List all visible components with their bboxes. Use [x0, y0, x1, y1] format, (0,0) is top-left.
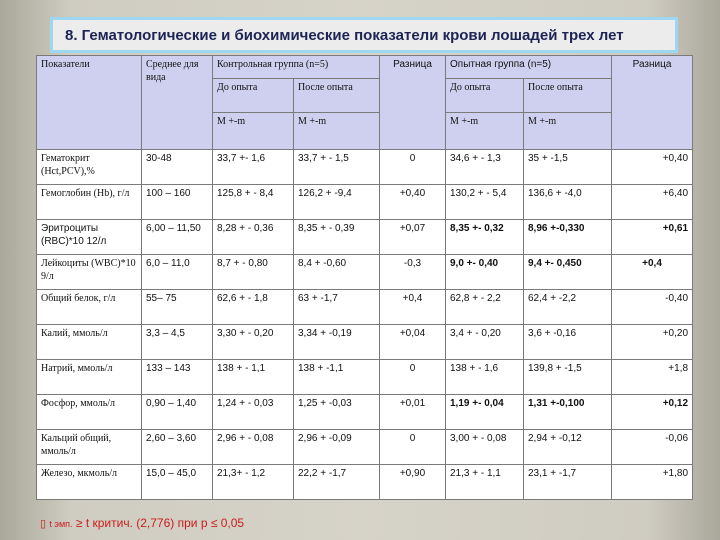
table-row: [37, 360, 693, 395]
control-after-value: 8,35 + - 0,39: [294, 220, 380, 255]
species-average: 133 – 143: [142, 360, 213, 395]
experimental-after-value: 8,96 +-0,330: [524, 220, 612, 255]
control-after-value: 126,2 + -9,4: [294, 185, 380, 220]
blood-indicators-table: [36, 55, 693, 500]
header-control-after: После опыта: [294, 79, 380, 113]
header-control-before: До опыта: [213, 79, 294, 113]
control-after-value: 8,4 + -0,60: [294, 255, 380, 290]
control-after-value: 63 + -1,7: [294, 290, 380, 325]
indicator-name: Железо, мкмоль/л: [37, 465, 142, 500]
control-difference: 0: [380, 360, 446, 395]
control-difference: +0,04: [380, 325, 446, 360]
experimental-difference: +1,80: [612, 465, 693, 500]
experimental-before-value: 130,2 + - 5,4: [446, 185, 524, 220]
footnote-geq: ≥: [72, 516, 86, 530]
table-row: [37, 220, 693, 255]
control-before-value: 21,3+ - 1,2: [213, 465, 294, 500]
experimental-difference: +0,12: [612, 395, 693, 430]
species-average: 6,00 – 11,50: [142, 220, 213, 255]
indicator-name: Общий белок, г/л: [37, 290, 142, 325]
experimental-before-value: 21,3 + - 1,1: [446, 465, 524, 500]
experimental-before-value: 34,6 + - 1,3: [446, 150, 524, 185]
control-difference: +0,90: [380, 465, 446, 500]
experimental-after-value: 2,94 + -0,12: [524, 430, 612, 465]
species-average: 2,60 – 3,60: [142, 430, 213, 465]
slide-title: 8. Гематологические и биохимические показатели крови лошадей трех лет: [65, 26, 624, 44]
experimental-after-value: 3,6 + -0,16: [524, 325, 612, 360]
species-average: 0,90 – 1,40: [142, 395, 213, 430]
t-critical-label: t критич.: [85, 516, 133, 530]
species-average: 15,0 – 45,0: [142, 465, 213, 500]
t-empirical-label: t эмп.: [49, 519, 73, 529]
control-difference: -0,3: [380, 255, 446, 290]
header-control-before-m: М +-m: [213, 113, 294, 150]
experimental-difference: -0,40: [612, 290, 693, 325]
experimental-difference: +0,4: [612, 255, 693, 290]
control-after-value: 3,34 + -0,19: [294, 325, 380, 360]
species-average: 3,3 – 4,5: [142, 325, 213, 360]
experimental-after-value: 136,6 + -4,0: [524, 185, 612, 220]
header-experimental-before: До опыта: [446, 79, 524, 113]
species-average: 30-48: [142, 150, 213, 185]
experimental-before-value: 138 + - 1,6: [446, 360, 524, 395]
experimental-after-value: 9,4 +- 0,450: [524, 255, 612, 290]
control-after-value: 138 + -1,1: [294, 360, 380, 395]
indicator-name: Гемоглобин (Hb), г/л: [37, 185, 142, 220]
control-difference: +0,07: [380, 220, 446, 255]
experimental-after-value: 1,31 +-0,100: [524, 395, 612, 430]
experimental-before-value: 3,4 + - 0,20: [446, 325, 524, 360]
control-before-value: 125,8 + - 8,4: [213, 185, 294, 220]
header-experimental-after-m: М +-m: [524, 113, 612, 150]
table-row: [37, 290, 693, 325]
table-row: [37, 185, 693, 220]
control-before-value: 1,24 + - 0,03: [213, 395, 294, 430]
table-row: [37, 465, 693, 500]
control-difference: 0: [380, 150, 446, 185]
experimental-before-value: 3,00 + - 0,08: [446, 430, 524, 465]
control-difference: +0,4: [380, 290, 446, 325]
table-row: [37, 150, 693, 185]
footnote-marker: ▯: [40, 518, 47, 530]
title-banner: [50, 17, 678, 53]
species-average: 100 – 160: [142, 185, 213, 220]
experimental-before-value: 62,8 + - 2,2: [446, 290, 524, 325]
experimental-difference: +1,8: [612, 360, 693, 395]
header-species-avg: Среднее для вида: [142, 56, 213, 150]
experimental-after-value: 35 + -1,5: [524, 150, 612, 185]
indicator-name: Фосфор, ммоль/л: [37, 395, 142, 430]
experimental-before-value: 9,0 +- 0,40: [446, 255, 524, 290]
header-difference-experimental: Разница: [612, 56, 693, 150]
control-after-value: 2,96 + -0,09: [294, 430, 380, 465]
header-experimental-group: Опытная группа (n=5): [446, 56, 612, 79]
species-average: 55– 75: [142, 290, 213, 325]
header-experimental-after: После опыта: [524, 79, 612, 113]
control-before-value: 3,30 + - 0,20: [213, 325, 294, 360]
header-indicator: Показатели: [37, 56, 142, 150]
table-row: [37, 395, 693, 430]
control-before-value: 33,7 +- 1,6: [213, 150, 294, 185]
experimental-before-value: 8,35 +- 0,32: [446, 220, 524, 255]
footnote-condition: (2,776) при p ≤ 0,05: [132, 516, 245, 530]
control-before-value: 2,96 + - 0,08: [213, 430, 294, 465]
table-row: [37, 255, 693, 290]
control-difference: 0: [380, 430, 446, 465]
control-after-value: 33,7 + - 1,5: [294, 150, 380, 185]
control-after-value: 22,2 + -1,7: [294, 465, 380, 500]
experimental-difference: +0,20: [612, 325, 693, 360]
control-difference: +0,40: [380, 185, 446, 220]
significance-footnote: [40, 516, 244, 530]
control-before-value: 138 + - 1,1: [213, 360, 294, 395]
experimental-before-value: 1,19 +- 0,04: [446, 395, 524, 430]
experimental-difference: +6,40: [612, 185, 693, 220]
control-before-value: 8,7 + - 0,80: [213, 255, 294, 290]
header-experimental-before-m: М +-m: [446, 113, 524, 150]
experimental-difference: +0,40: [612, 150, 693, 185]
control-before-value: 62,6 + - 1,8: [213, 290, 294, 325]
indicator-name: Гематокрит (Hct,PCV),%: [37, 150, 142, 185]
header-difference-control: Разница: [380, 56, 446, 150]
indicator-name: Калий, ммоль/л: [37, 325, 142, 360]
experimental-difference: +0,61: [612, 220, 693, 255]
indicator-name: Кальций общий, ммоль/л: [37, 430, 142, 465]
experimental-after-value: 139,8 + -1,5: [524, 360, 612, 395]
experimental-after-value: 23,1 + -1,7: [524, 465, 612, 500]
experimental-after-value: 62,4 + -2,2: [524, 290, 612, 325]
header-control-after-m: М +-m: [294, 113, 380, 150]
indicator-name: Эритроциты (RBC)*10 12/л: [37, 220, 142, 255]
control-before-value: 8,28 + - 0,36: [213, 220, 294, 255]
indicator-name: Лейкоциты (WBC)*10 9/л: [37, 255, 142, 290]
table-row: [37, 430, 693, 465]
species-average: 6,0 – 11,0: [142, 255, 213, 290]
control-after-value: 1,25 + -0,03: [294, 395, 380, 430]
control-difference: +0,01: [380, 395, 446, 430]
table-row: [37, 325, 693, 360]
experimental-difference: -0,06: [612, 430, 693, 465]
indicator-name: Натрий, ммоль/л: [37, 360, 142, 395]
header-control-group: Контрольная группа (n=5): [213, 56, 380, 79]
